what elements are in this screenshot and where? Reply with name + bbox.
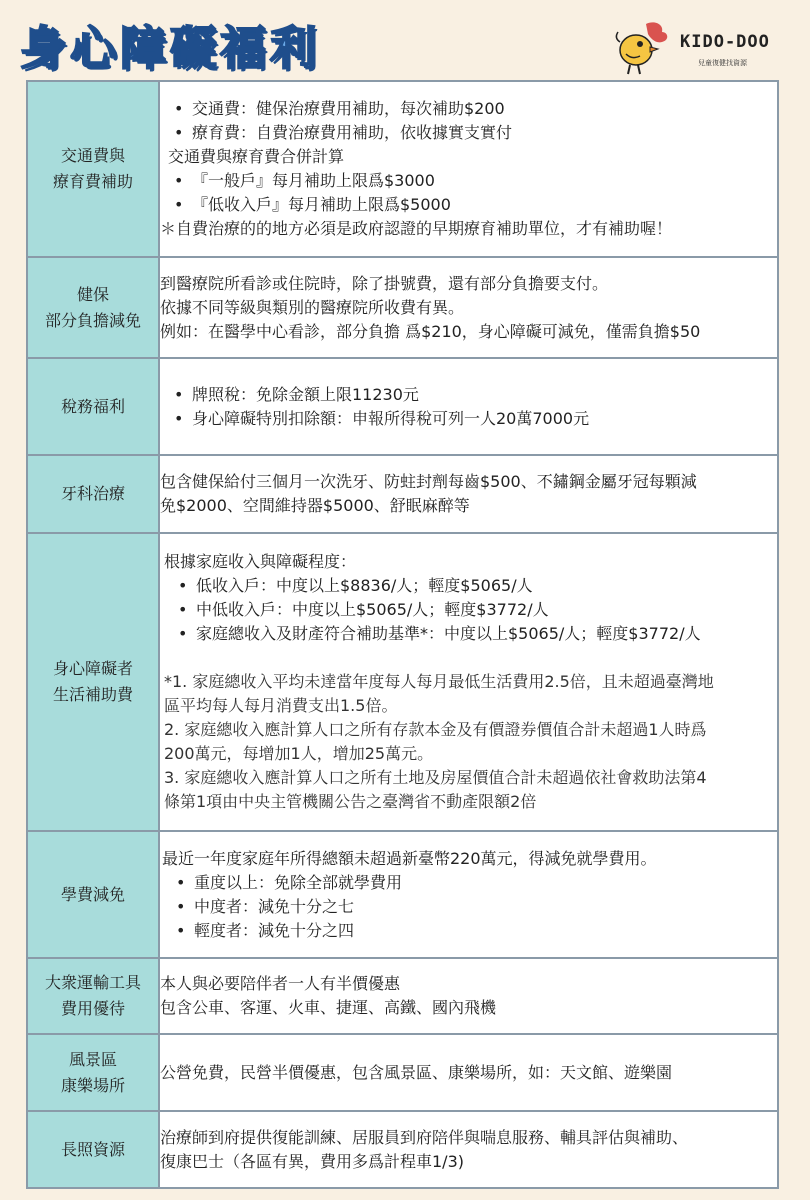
- list-item: • 『一般戶』每月補助上限爲$3000: [174, 169, 777, 193]
- text-line: 免$2000、空間維持器$5000、舒眠麻醉等: [160, 496, 470, 515]
- row-content: [159, 1034, 778, 1111]
- row-content: [159, 455, 778, 533]
- row-label: 身心障礙者 生活補助費: [27, 533, 159, 831]
- table-row: [27, 81, 778, 257]
- list-item: • 輕度者：減免十分之四: [176, 919, 777, 943]
- welfare-table: [26, 80, 779, 1189]
- list-item: • 中低收入戶：中度以上$5065/人；輕度$3772/人: [178, 598, 777, 622]
- table-row: [27, 455, 778, 533]
- text-line: 包含健保給付三個月一次洗牙、防蛀封劑每齒$500、不鏽鋼金屬牙冠每顆減: [160, 472, 697, 491]
- footnotes: *1. 家庭總收入平均未達當年度每人每月最低生活費用2.5倍，且未超過臺灣地 區平均每人每月消費支出1.5倍。 2. 家庭總收入應計算人口之所有存款本金及有價證券價值合計未超過1人時爲 200萬元，每增加1人，增加25萬元。 3. 家庭總收入應計算人口之所有土地及房屋價值合計未超過依社會救助法第4 條第1項由中央主管機關公告之臺灣省不動產限額2倍: [164, 672, 714, 811]
- row-content: [159, 358, 778, 455]
- list-item: • 『低收入戶』每月補助上限爲$5000: [174, 193, 777, 217]
- page-title: 身心障礙福利: [20, 21, 320, 75]
- text-line: 復康巴士（各區有異，費用多爲計程車1/3): [160, 1151, 464, 1171]
- table-row: [27, 533, 778, 831]
- row-content: [159, 958, 778, 1034]
- row-content: [159, 257, 778, 358]
- chicken-mascot-icon: [612, 20, 672, 76]
- row-label: 學費減免: [27, 831, 159, 958]
- list-item: • 重度以上：免除全部就學費用: [176, 871, 777, 895]
- row-label: 長照資源: [27, 1111, 159, 1188]
- table-row: [27, 257, 778, 358]
- text-line: 包含公車、客運、火車、捷運、高鐵、國內飛機: [160, 998, 497, 1017]
- list-item: • 牌照稅：免除金額上限11230元: [174, 383, 777, 407]
- table-row: [27, 358, 778, 455]
- table-row: [27, 1034, 778, 1111]
- row-content: [159, 1111, 778, 1188]
- list-item: • 身心障礙特別扣除額：申報所得稅可列一人20萬7000元: [174, 407, 777, 431]
- brand-logo: [612, 20, 802, 76]
- list-item: • 低收入戶：中度以上$8836/人；輕度$5065/人: [178, 574, 777, 598]
- table-row: [27, 958, 778, 1034]
- row-label: 大衆運輸工具 費用優待: [27, 958, 159, 1034]
- logo-tagline: 兒童復健找資源: [698, 59, 747, 67]
- text-line: 治療師到府提供復能訓練、居服員到府陪伴與喘息服務、輔具評估與補助、: [160, 1127, 689, 1147]
- row-label: 健保 部分負擔減免: [27, 257, 159, 358]
- row-label: 交通費與 療育費補助: [27, 81, 159, 257]
- table-row: [27, 831, 778, 958]
- list-item: • 家庭總收入及財產符合補助基準*：中度以上$5065/人；輕度$3772/人: [178, 622, 777, 646]
- text-line: 到醫療院所看診或住院時，除了掛號費，還有部分負擔要支付。: [160, 273, 609, 293]
- intro-text: 最近一年度家庭年所得總額未超過新臺幣220萬元，得減免就學費用。: [162, 848, 657, 868]
- text-line: 例如：在醫學中心看診，部分負擔 爲$210，身心障礙可減免，僅需負擔$50: [160, 321, 701, 341]
- table-row: [27, 1111, 778, 1188]
- row-label: 牙科治療: [27, 455, 159, 533]
- row-label: 稅務福利: [27, 358, 159, 455]
- intro-text: 根據家庭收入與障礙程度：: [164, 552, 357, 571]
- header: [0, 0, 810, 80]
- text-line: 依據不同等級與類別的醫療院所收費有異。: [160, 297, 465, 317]
- text-line: 本人與必要陪伴者一人有半價優惠: [160, 974, 401, 993]
- logo-wordmark: KIDO-DOO: [680, 32, 770, 52]
- text-line: 公營免費，民營半價優惠，包含風景區、康樂場所，如：天文館、遊樂園: [160, 1062, 673, 1082]
- combined-note: 交通費與療育費合併計算: [168, 147, 345, 166]
- list-item: • 療育費：自費治療費用補助，依收據實支實付: [174, 121, 777, 145]
- row-content: [159, 81, 778, 257]
- list-item: • 中度者：減免十分之七: [176, 895, 777, 919]
- row-label: 風景區 康樂場所: [27, 1034, 159, 1111]
- row-content: [159, 831, 778, 958]
- list-item: • 交通費：健保治療費用補助，每次補助$200: [174, 97, 777, 121]
- footnote: ＊自費治療的的地方必須是政府認證的早期療育補助單位，才有補助喔！: [160, 219, 673, 238]
- row-content: [159, 533, 778, 831]
